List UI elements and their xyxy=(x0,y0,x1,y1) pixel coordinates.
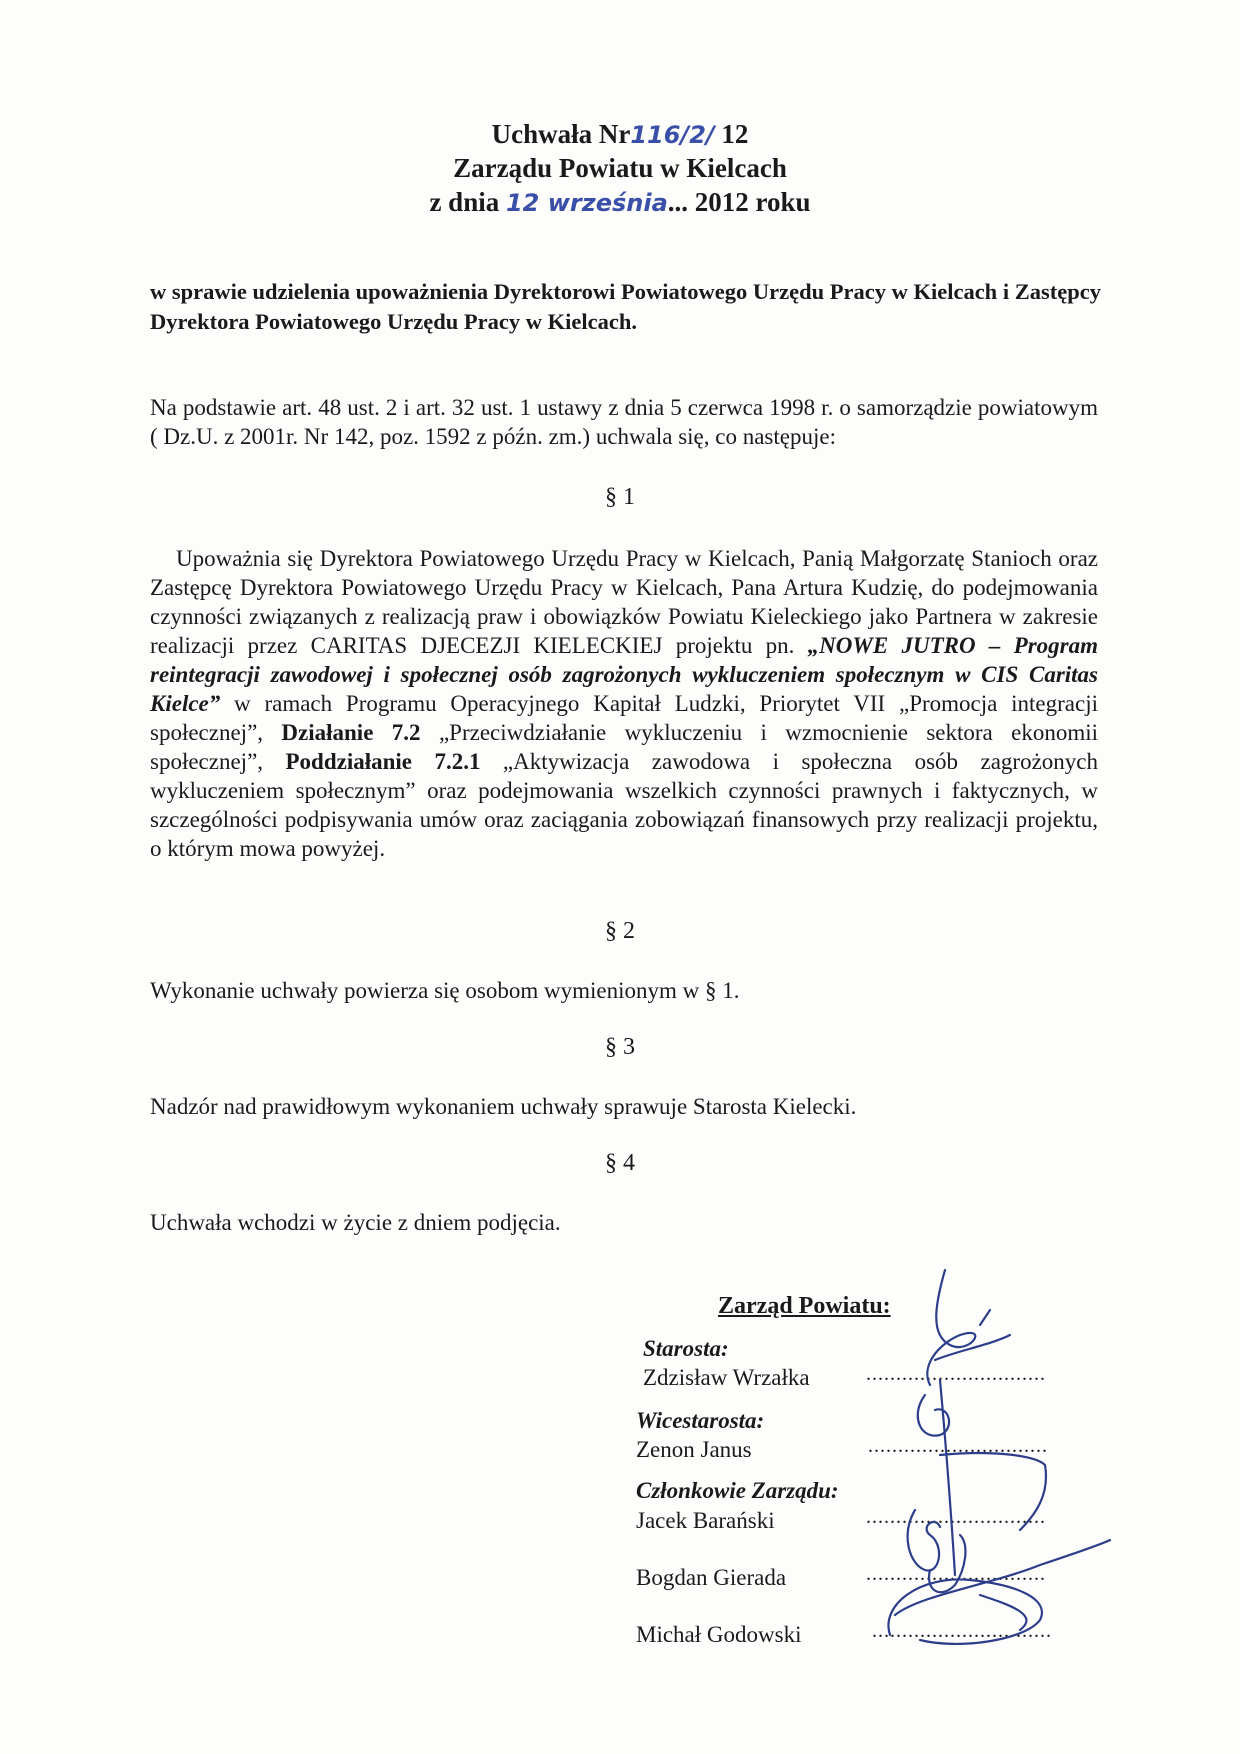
member-2-signature-line: .............................. xyxy=(866,1563,1046,1585)
section-3-text: Nadzór nad prawidłowym wykonaniem uchwały sprawuje Starosta Kielecki. xyxy=(150,1094,857,1119)
resolution-number: Uchwała Nr116/2/ 12 xyxy=(491,119,749,149)
project-name: „NOWE JUTRO – Program reintegracji zawodowej i społecznej osób zagrożonych wykluczeniem społecznym w CIS Caritas Kielce” xyxy=(150,633,1098,716)
board-members-role: Członkowie Zarządu: xyxy=(636,1478,839,1503)
resolution-subject: w sprawie udzielenia upoważnienia Dyrektorowi Powiatowego Urzędu Pracy w Kielcach i Zastępcy Dyrektora Powiatowego Urzędu Pracy w Kielcach. xyxy=(150,279,1101,334)
wicestarosta-name: Zenon Janus xyxy=(636,1437,752,1462)
member-1-signature-line: .............................. xyxy=(866,1506,1046,1528)
starosta-signature-line: .............................. xyxy=(866,1363,1046,1385)
issuing-body: Zarządu Powiatu w Kielcach xyxy=(453,153,787,183)
member-1-name: Jacek Barański xyxy=(636,1508,775,1533)
section-3-label: § 3 xyxy=(605,1034,635,1060)
wicestarosta-role: Wicestarosta: xyxy=(636,1408,765,1433)
handwritten-number: 116/2/ xyxy=(630,121,715,149)
section-1-text: Upoważnia się Dyrektora Powiatowego Urzędu Pracy w Kielcach, Panią Małgorzatę Stanioch oraz Zastępcę Dyrektora Powiatowego Urzędu Pracy w Kielcach, Pana Artura Kudzię, do podejmowania czynności związanych z realizacją praw i obowiązków Powiatu Kieleckiego jako Partnera w zakresie realizacji przez CARITAS DJECEZJI KIELECKIEJ projektu pn. „NOWE JUTRO – Program reintegracji zawodowej i społecznej osób zagrożonych wykluczeniem społecznym w CIS Caritas Kielce” w ramach Programu Operacyjnego Kapitał Ludzki, Priorytet VII „Promocja integracji społecznej”, Działanie 7.2 „Przeciwdziałanie wykluczeniu i wzmocnienie sektora ekonomii społecznej”, Poddziałanie 7.2.1 „Aktywizacja zawodowa i społeczna osób zagrożonych wykluczeniem społecznym” oraz podejmowania wszelkich czynności prawnych i faktycznych, w szczególności podpisywania umów oraz zaciągania zobowiązań finansowych przy realizacji projektu, o którym mowa powyżej. xyxy=(150,546,1098,861)
section-2-text: Wykonanie uchwały powierza się osobom wymienionym w § 1. xyxy=(150,978,740,1003)
member-3-name: Michał Godowski xyxy=(636,1622,802,1647)
wicestarosta-signature-line: .............................. xyxy=(868,1435,1048,1457)
subaction-label: Poddziałanie 7.2.1 xyxy=(285,749,481,774)
starosta-name: Zdzisław Wrzałka xyxy=(643,1365,810,1390)
member-2-name: Bogdan Gierada xyxy=(636,1565,787,1590)
starosta-role: Starosta: xyxy=(643,1336,729,1361)
section-4-label: § 4 xyxy=(605,1150,635,1176)
signature-member-1 xyxy=(908,1510,940,1571)
section-1-label: § 1 xyxy=(605,484,635,510)
legal-basis: Na podstawie art. 48 ust. 2 i art. 32 ust. 1 ustawy z dnia 5 czerwca 1998 r. o samorządzie powiatowym ( Dz.U. z 2001r. Nr 142, poz. 1592 z późn. zm.) uchwala się, co następuje: xyxy=(150,395,1098,449)
handwritten-signatures xyxy=(840,1265,1130,1660)
handwritten-date: 12 września xyxy=(505,189,668,217)
member-3-signature-line: .............................. xyxy=(872,1620,1052,1642)
section-4-text: Uchwała wchodzi w życie z dniem podjęcia. xyxy=(150,1210,561,1235)
resolution-date: z dnia 12 września... 2012 roku xyxy=(429,187,811,217)
signature-starosta xyxy=(927,1270,975,1385)
action-label: Działanie 7.2 xyxy=(281,720,421,745)
board-heading: Zarząd Powiatu: xyxy=(718,1293,891,1319)
section-2-label: § 2 xyxy=(605,918,635,944)
